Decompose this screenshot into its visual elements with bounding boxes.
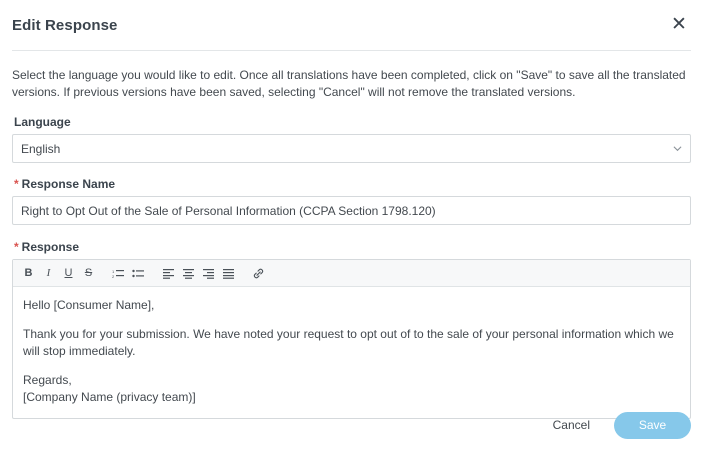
response-name-label-text: Response Name — [21, 177, 116, 191]
modal-body — [0, 51, 703, 419]
page-title: Edit Response — [12, 16, 118, 34]
align-right-icon[interactable] — [199, 264, 218, 283]
align-left-icon[interactable] — [159, 264, 178, 283]
close-icon[interactable]: ✕ — [671, 12, 687, 35]
strikethrough-icon[interactable]: S — [84, 267, 93, 279]
intro-text: Select the language you would like to edit. Once all translations have been completed, click on "Save" to save all the translated versions. If previous versions have been saved, selecting "Cancel" will not remove the translated versions. — [12, 68, 686, 99]
underline-icon[interactable]: U — [64, 267, 73, 279]
save-button[interactable]: Save — [614, 412, 691, 439]
response-label — [14, 240, 691, 254]
editor-paragraph: Thank you for your submission. We have noted your request to opt out of to the sale of your personal information which we will stop immediately. — [23, 327, 674, 358]
align-center-icon[interactable] — [179, 264, 198, 283]
bold-icon[interactable]: B — [24, 267, 33, 279]
cancel-button[interactable]: Cancel — [539, 412, 604, 438]
link-icon[interactable] — [249, 264, 268, 283]
response-name-input[interactable]: Right to Opt Out of the Sale of Personal Information (CCPA Section 1798.120) — [12, 196, 691, 225]
required-marker: * — [14, 240, 19, 254]
svg-text:2: 2 — [112, 273, 115, 279]
language-select[interactable]: English — [12, 134, 691, 163]
language-select-wrapper[interactable] — [12, 134, 691, 163]
svg-text:1: 1 — [112, 268, 115, 274]
italic-icon[interactable]: I — [46, 267, 51, 279]
modal-header — [12, 0, 691, 51]
editor-toolbar — [13, 260, 690, 287]
editor-signature: [Company Name (privacy team)] — [23, 390, 196, 404]
language-label: Language — [14, 115, 71, 129]
unordered-list-icon[interactable] — [129, 264, 148, 283]
ordered-list-icon[interactable] — [109, 264, 128, 283]
editor-greeting: Hello [Consumer Name], — [23, 298, 155, 312]
required-marker: * — [14, 177, 19, 191]
response-name-label — [14, 177, 691, 191]
response-label-text: Response — [21, 240, 80, 254]
modal-footer — [0, 391, 703, 459]
justify-icon[interactable] — [219, 264, 238, 283]
editor-signoff: Regards, — [23, 373, 72, 387]
